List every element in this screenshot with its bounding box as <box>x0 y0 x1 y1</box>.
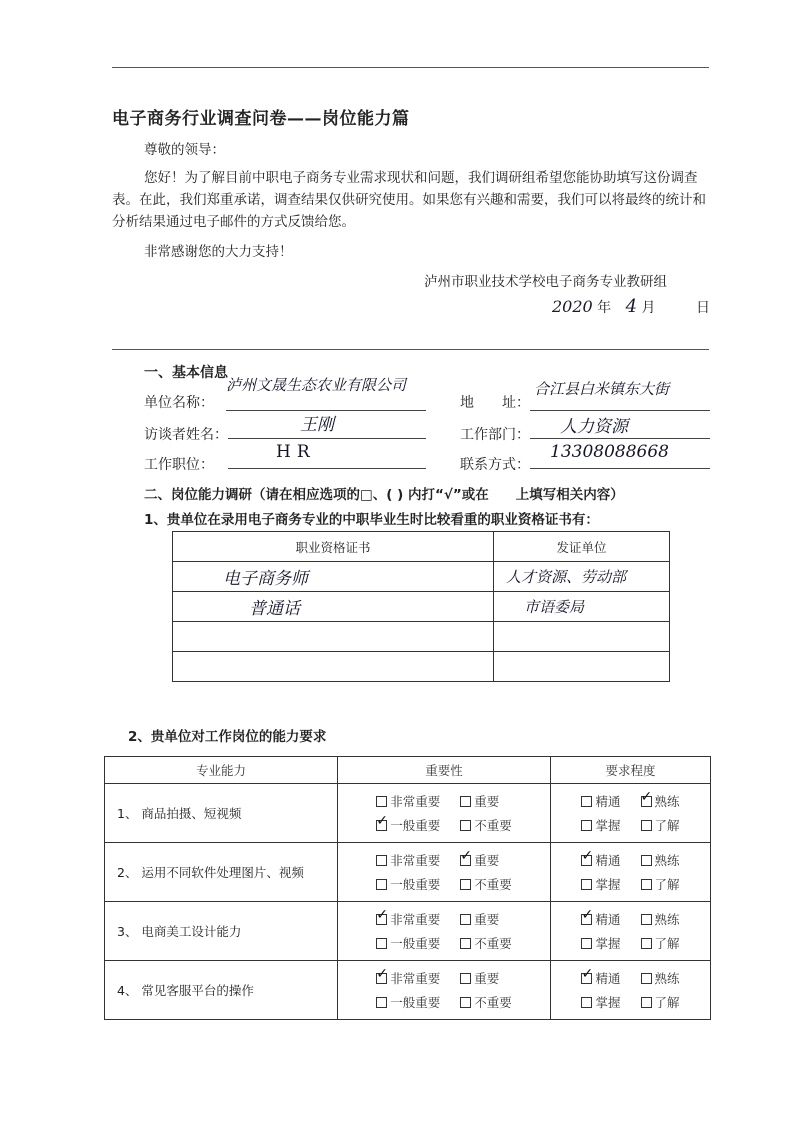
position-underline <box>228 446 426 469</box>
signature: 泸州市职业技术学校电子商务专业教研组 <box>424 274 667 290</box>
checkbox-checked[interactable] <box>376 973 387 984</box>
checkbox[interactable] <box>641 879 652 890</box>
q1-question: 1、贵单位在录用电子商务专业的中职毕业生时比较看重的职业资格证书有： <box>144 512 599 528</box>
cert-cell[interactable] <box>494 622 670 652</box>
contact-label: 联系方式： <box>460 457 530 473</box>
date-day-unit: 日 <box>695 300 710 316</box>
checkbox[interactable] <box>581 938 592 949</box>
checkbox[interactable] <box>460 879 471 890</box>
section2-heading: 二、岗位能力调研（请在相应选项的□、( ) 内打“√”或在 上填写相关内容） <box>144 487 624 503</box>
checkbox[interactable] <box>581 796 592 807</box>
checkbox[interactable] <box>460 820 471 831</box>
thanks-text: 非常感谢您的大力支持！ <box>144 244 293 260</box>
ability-name: 1、 商品拍摄、短视频 <box>105 784 338 843</box>
interviewee-label: 访谈者姓名： <box>144 427 228 443</box>
company-label: 单位名称： <box>144 395 214 411</box>
cert-cell[interactable] <box>173 652 494 682</box>
department-label: 工作部门： <box>460 427 530 443</box>
date-month-unit: 月 <box>641 300 656 316</box>
certificate-table <box>172 531 670 682</box>
company-value[interactable]: 泸州文晟生态农业有限公司 <box>226 376 407 394</box>
importance-options: 非常重要 ✓ 重要 一般重要 不重要 <box>338 851 550 893</box>
checkbox[interactable] <box>641 914 652 925</box>
position-label: 工作职位： <box>144 457 214 473</box>
ability-name: 4、 常见客服平台的操作 <box>105 961 338 1020</box>
checkbox[interactable] <box>641 938 652 949</box>
date-line <box>552 296 710 317</box>
checkbox-checked[interactable] <box>376 820 387 831</box>
interviewee-value[interactable]: 王刚 <box>300 415 334 435</box>
cert-cell[interactable] <box>173 592 494 622</box>
checkbox[interactable] <box>376 938 387 949</box>
checkbox-checked[interactable] <box>581 973 592 984</box>
ability-row <box>105 784 711 843</box>
date-year: 2020 <box>552 297 593 316</box>
checkbox[interactable] <box>376 855 387 866</box>
checkbox[interactable] <box>641 820 652 831</box>
cert-name: 电子商务师 <box>223 569 308 589</box>
checkbox-checked[interactable] <box>581 855 592 866</box>
ability-table <box>104 756 711 1020</box>
checkbox[interactable] <box>581 997 592 1008</box>
cert-cell[interactable] <box>173 562 494 592</box>
intro-paragraph: 您好！为了解目前中职电子商务专业需求现状和问题，我们调研组希望您能协助填写这份调查表。在此，我们郑重承诺，调查结果仅供研究使用。如果您有兴趣和需要，我们可以将最终的统计和分析结果通过电子邮件的方式反馈给您。 <box>112 170 706 230</box>
checkbox-checked[interactable] <box>376 914 387 925</box>
checkbox[interactable] <box>581 820 592 831</box>
level-options: ✓精通 熟练 掌握 了解 <box>551 851 710 893</box>
ability-name: 2、 运用不同软件处理图片、视频 <box>105 843 338 902</box>
cert-cell[interactable] <box>173 622 494 652</box>
checkbox[interactable] <box>641 855 652 866</box>
address-value[interactable]: 合江县白米镇东大街 <box>534 380 670 398</box>
checkbox-checked[interactable] <box>581 914 592 925</box>
checkbox[interactable] <box>641 997 652 1008</box>
page-title: 电子商务行业调查问卷——岗位能力篇 <box>112 109 410 129</box>
q2-question: 2、贵单位对工作岗位的能力要求 <box>128 729 327 745</box>
date-year-unit: 年 <box>597 300 612 316</box>
contact-value[interactable]: 13308088668 <box>550 442 669 462</box>
checkbox[interactable] <box>376 796 387 807</box>
checkbox[interactable] <box>460 997 471 1008</box>
section1-heading: 一、基本信息 <box>144 365 228 381</box>
checkbox[interactable] <box>641 973 652 984</box>
cert-header-name: 职业资格证书 <box>173 532 494 562</box>
ability-name: 3、 电商美工设计能力 <box>105 902 338 961</box>
ability-row <box>105 902 711 961</box>
ability-header-skill: 专业能力 <box>105 757 338 784</box>
section-rule <box>112 349 709 350</box>
cert-issuer: 市语委局 <box>524 598 585 616</box>
cert-cell[interactable] <box>494 592 670 622</box>
ability-header-importance: 重要性 <box>338 757 551 784</box>
checkbox[interactable] <box>376 997 387 1008</box>
position-value[interactable]: HR <box>276 442 316 462</box>
importance-options: ✓非常重要 重要 一般重要 不重要 <box>338 910 550 952</box>
cert-cell[interactable] <box>494 562 670 592</box>
level-options: ✓精通 熟练 掌握 了解 <box>551 910 710 952</box>
level-options: ✓精通 熟练 掌握 了解 <box>551 969 710 1011</box>
ability-row <box>105 961 711 1020</box>
checkbox[interactable] <box>460 973 471 984</box>
checkbox-checked[interactable] <box>641 796 652 807</box>
cert-header-issuer: 发证单位 <box>494 532 670 562</box>
salutation: 尊敬的领导： <box>144 142 225 158</box>
checkbox[interactable] <box>460 938 471 949</box>
date-month: 4 <box>625 296 638 317</box>
checkbox[interactable] <box>460 796 471 807</box>
level-options: 精通 ✓ 熟练 掌握 了解 <box>551 792 710 834</box>
importance-options: ✓非常重要 重要 一般重要 不重要 <box>338 969 550 1011</box>
checkbox[interactable] <box>376 879 387 890</box>
ability-header-level: 要求程度 <box>551 757 711 784</box>
cert-cell[interactable] <box>494 652 670 682</box>
importance-options: 非常重要 重要 ✓一般重要 不重要 <box>338 792 550 834</box>
ability-row <box>105 843 711 902</box>
checkbox-checked[interactable] <box>460 855 471 866</box>
department-value[interactable]: 人力资源 <box>560 417 628 437</box>
checkbox[interactable] <box>460 914 471 925</box>
address-label: 地 址： <box>460 395 530 411</box>
cert-issuer: 人才资源、劳动部 <box>506 568 627 586</box>
checkbox[interactable] <box>581 879 592 890</box>
top-rule <box>112 67 709 68</box>
cert-name: 普通话 <box>249 599 300 619</box>
